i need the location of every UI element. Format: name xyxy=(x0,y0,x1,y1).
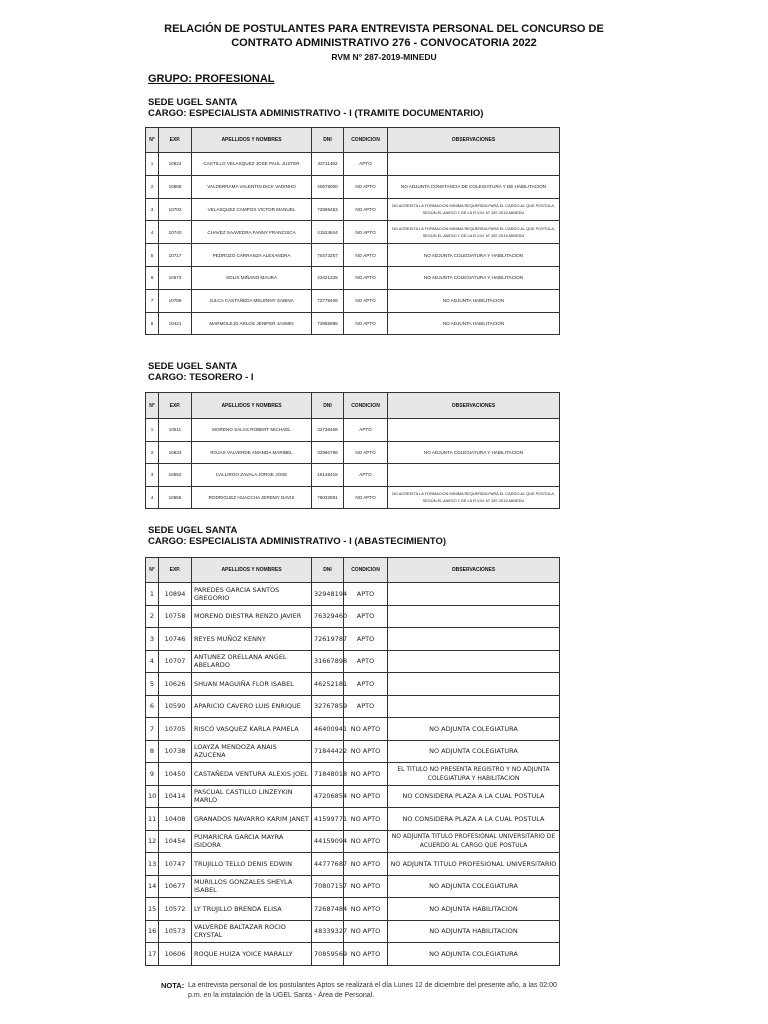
applicant-name: CALLIRGO ZAVALA JORGE JOSE xyxy=(192,464,312,487)
condition: NO APTO xyxy=(344,740,388,763)
file-number: 10626 xyxy=(159,673,192,696)
file-number: 10677 xyxy=(159,875,192,898)
section-1-sede: SEDE UGEL SANTA xyxy=(148,97,238,108)
observations-header: OBSERVACIONES xyxy=(388,558,560,583)
table-row xyxy=(146,175,560,198)
table-row xyxy=(146,830,560,853)
condition: NO APTO xyxy=(344,441,388,464)
section-1-cargo: CARGO: ESPECIALISTA ADMINISTRATIVO - I (TRAMITE DOCUMENTARIO) xyxy=(148,108,484,119)
dni: 70859569 xyxy=(312,943,344,966)
dni: 71844422 xyxy=(312,740,344,763)
row-number: 1 xyxy=(146,419,159,442)
condition: APTO xyxy=(344,153,388,176)
dni: 72865453 xyxy=(312,198,344,221)
applicant-name: GRANADOS NAVARRO KARIM JANET xyxy=(192,808,312,831)
note-label: NOTA: xyxy=(161,981,185,990)
table-row xyxy=(146,650,560,673)
observations: NO ADJUNTA HABILITACION xyxy=(388,898,560,921)
row-number: 13 xyxy=(146,853,159,876)
applicant-name: ANTUNEZ ORELLANA ANGEL ABELARDO xyxy=(192,650,312,673)
table-row xyxy=(146,198,560,221)
dni: 41599771 xyxy=(312,808,344,831)
section-2-table xyxy=(145,392,560,509)
observations: NO CONSIDERA PLAZA A LA CUAL POSTULA xyxy=(388,785,560,808)
condition: APTO xyxy=(344,583,388,606)
file-number: 10606 xyxy=(159,943,192,966)
table-row xyxy=(146,808,560,831)
file-number: 10552 xyxy=(159,464,192,487)
condition-header: CONDICION xyxy=(344,393,388,419)
file-number: 10624 xyxy=(159,153,192,176)
table-row xyxy=(146,464,560,487)
applicant-name: LOAYZA MENDOZA ANAIS AZUCENA xyxy=(192,740,312,763)
applicant-name: ROQUE HUIZA YOICE MARALLY xyxy=(192,943,312,966)
num-header: N° xyxy=(146,128,159,153)
row-number: 3 xyxy=(146,628,159,651)
row-number: 12 xyxy=(146,830,159,853)
applicant-name: JULCA CASTAÑEDA MELENNY SABINA xyxy=(192,289,312,312)
applicant-name: PUMARICRA GARCIA MAYRA ISIDORA xyxy=(192,830,312,853)
applicant-name: APARICIO CAVERO LUIS ENRIQUE xyxy=(192,695,312,718)
row-number: 5 xyxy=(146,244,159,267)
table-row xyxy=(146,266,560,289)
file-number: 10759 xyxy=(159,289,192,312)
observations xyxy=(388,464,560,487)
observations xyxy=(388,605,560,628)
row-number: 6 xyxy=(146,266,159,289)
dni: 46252181 xyxy=(312,673,344,696)
condition: APTO xyxy=(344,673,388,696)
file-number: 10894 xyxy=(159,583,192,606)
table-row xyxy=(146,153,560,176)
row-number: 14 xyxy=(146,875,159,898)
exp-header: EXP. xyxy=(159,558,192,583)
condition: NO APTO xyxy=(344,221,388,244)
applicant-name: RISCO VASQUEZ KARLA PAMELA xyxy=(192,718,312,741)
file-number: 10758 xyxy=(159,605,192,628)
table-row xyxy=(146,419,560,442)
row-number: 11 xyxy=(146,808,159,831)
observations: NO ADJUNTA COLEGIATURA Y HABILITACION xyxy=(388,244,560,267)
table-row xyxy=(146,718,560,741)
row-number: 7 xyxy=(146,718,159,741)
applicant-name: SHUAN MAGUIÑA FLOR ISABEL xyxy=(192,673,312,696)
dni: 72965998 xyxy=(312,312,344,335)
document-title-line-2: CONTRATO ADMINISTRATIVO 276 - CONVOCATORIA 2022 xyxy=(231,37,537,49)
section-3-heading xyxy=(148,525,446,547)
observations: NO ADJUNTA HABILITACION xyxy=(388,312,560,335)
row-number: 10 xyxy=(146,785,159,808)
file-number: 10702 xyxy=(159,198,192,221)
table-row xyxy=(146,441,560,464)
file-number: 10573 xyxy=(159,266,192,289)
dni: 48339327 xyxy=(312,920,344,943)
applicant-name: VELASQUEZ CAMPOS VICTOR MANUEL xyxy=(192,198,312,221)
file-number: 10656 xyxy=(159,486,192,509)
file-number: 10633 xyxy=(159,441,192,464)
table-row xyxy=(146,763,560,786)
section-2-sede: SEDE UGEL SANTA xyxy=(148,361,238,372)
dni: 46400941 xyxy=(312,718,344,741)
row-number: 7 xyxy=(146,289,159,312)
applicant-name: PAREDES GARCIA SANTOS GREGORIO xyxy=(192,583,312,606)
condition: NO APTO xyxy=(344,266,388,289)
table-row xyxy=(146,244,560,267)
condition: NO APTO xyxy=(344,198,388,221)
document-reference: RVM N° 287-2019-MINEDU xyxy=(331,52,437,62)
group-heading: GRUPO: PROFESIONAL xyxy=(148,73,275,85)
dni: 43711492 xyxy=(312,153,344,176)
table-row xyxy=(146,875,560,898)
note-text: La entrevista personal de los postulantes Aptos se realizará el día Lunes 12 de diciembre del presente año, a las 02:00 p.m. en la instalación de la UGEL Santa - Área de Personal. xyxy=(188,982,557,999)
file-number: 10454 xyxy=(159,830,192,853)
file-number: 10590 xyxy=(159,695,192,718)
observations: NO ACREDITA LA FORMACION MINIMA REQUERIDA PARA EL CARGO AL QUE POSTULA, SEGÚN EL ANEXO 1 DE LA R.V.M. N° 287-2019-MINEDU xyxy=(388,198,560,221)
applicant-name: TRUJILLO TELLO DENIS EDWIN xyxy=(192,853,312,876)
row-number: 8 xyxy=(146,740,159,763)
condition-header: CONDICION xyxy=(344,128,388,153)
observations: NO CONSIDERA PLAZA A LA CUAL POSTULA xyxy=(388,808,560,831)
row-number: 2 xyxy=(146,605,159,628)
dni: 18148415 xyxy=(312,464,344,487)
file-number: 10738 xyxy=(159,740,192,763)
row-number: 15 xyxy=(146,898,159,921)
dni: 72778406 xyxy=(312,289,344,312)
file-number: 10717 xyxy=(159,244,192,267)
dni: 40679000 xyxy=(312,175,344,198)
table-row xyxy=(146,695,560,718)
observations: NO ADJUNTA COLEGIATURA xyxy=(388,740,560,763)
dni: 76329460 xyxy=(312,605,344,628)
file-number: 10705 xyxy=(159,718,192,741)
file-number: 10572 xyxy=(159,898,192,921)
row-number: 2 xyxy=(146,441,159,464)
table-row xyxy=(146,628,560,651)
applicant-name: MURILLOS GONZALES SHEYLA ISABEL xyxy=(192,875,312,898)
table-row xyxy=(146,785,560,808)
file-number: 10707 xyxy=(159,650,192,673)
observations: NO ADJUNTA HABILITACION xyxy=(388,920,560,943)
name-header: APELLIDOS Y NOMBRES xyxy=(192,128,312,153)
observations: NO ADJUNTA TITULO PROFESIONAL UNIVERSITARIO DE ACUERDO AL CARGO QUE POSTULA xyxy=(388,830,560,853)
condition: NO APTO xyxy=(344,244,388,267)
condition: NO APTO xyxy=(344,898,388,921)
table-row xyxy=(146,312,560,335)
row-number: 4 xyxy=(146,650,159,673)
file-number: 10408 xyxy=(159,808,192,831)
row-number: 3 xyxy=(146,464,159,487)
observations xyxy=(388,583,560,606)
row-number: 4 xyxy=(146,221,159,244)
applicant-name: REYES MUÑOZ KENNY xyxy=(192,628,312,651)
observations: NO ADJUNTA COLEGIATURA Y HABILITACION xyxy=(388,266,560,289)
section-1-table xyxy=(145,127,560,335)
file-number: 10421 xyxy=(159,312,192,335)
section-1-heading xyxy=(148,97,483,119)
condition: NO APTO xyxy=(344,920,388,943)
row-number: 6 xyxy=(146,695,159,718)
dni: 47206854 xyxy=(312,785,344,808)
observations-header: OBSERVACIONES xyxy=(388,128,560,153)
file-number: 10414 xyxy=(159,785,192,808)
applicant-name: LY TRUJILLO BRENDA ELISA xyxy=(192,898,312,921)
applicant-name: PASCUAL CASTILLO LINZEYKIN MARLO xyxy=(192,785,312,808)
name-header: APELLIDOS Y NOMBRES xyxy=(192,558,312,583)
dni: 32767859 xyxy=(312,695,344,718)
table-row xyxy=(146,289,560,312)
section-2-cargo: CARGO: TESORERO - I xyxy=(148,372,254,383)
observations: NO ACREDITA LA FORMACION MINIMA REQUERIDA PARA EL CARGO AL QUE POSTULA, SEGÚN EL ANEXO 1 DE LA R.V.M. N° 287-2019-MINEDU xyxy=(388,486,560,509)
dni: 31667898 xyxy=(312,650,344,673)
applicant-name: ROJAS VALVERDE AMANDA MARIBEL xyxy=(192,441,312,464)
file-number: 10511 xyxy=(159,419,192,442)
applicant-name: VALVERDE BALTAZAR ROCIO CRYSTAL xyxy=(192,920,312,943)
table-row xyxy=(146,486,560,509)
table-row xyxy=(146,221,560,244)
dni: 70473257 xyxy=(312,244,344,267)
dni: 71848018 xyxy=(312,763,344,786)
dni: 32736456 xyxy=(312,419,344,442)
dni: 32948194 xyxy=(312,583,344,606)
condition: NO APTO xyxy=(344,486,388,509)
applicant-name: MORENO DIESTRA RENZO JAVIER xyxy=(192,605,312,628)
condition: APTO xyxy=(344,464,388,487)
table-row xyxy=(146,583,560,606)
condition: APTO xyxy=(344,650,388,673)
row-number: 1 xyxy=(146,153,159,176)
dni: 76032891 xyxy=(312,486,344,509)
table-row xyxy=(146,605,560,628)
observations: NO ACREDITA LA FORMACION MINIMA REQUERIDA PARA EL CARGO AL QUE POSTULA, SEGÚN EL ANEXO 1 DE LA R.V.M. N° 287-2019-MINEDU xyxy=(388,221,560,244)
condition: NO APTO xyxy=(344,853,388,876)
table-row xyxy=(146,898,560,921)
dni: 72619787 xyxy=(312,628,344,651)
file-number: 10450 xyxy=(159,763,192,786)
dni: 41524844 xyxy=(312,221,344,244)
applicant-name: MARMOLEJO ARLOS JENIFER JASMIN xyxy=(192,312,312,335)
condition: NO APTO xyxy=(344,808,388,831)
dni: 72687484 xyxy=(312,898,344,921)
applicant-name: RODRIGUEZ HUACCHA JEREMY DAVIS xyxy=(192,486,312,509)
table-row xyxy=(146,853,560,876)
observations: NO ADJUNTA COLEGIATURA xyxy=(388,943,560,966)
observations xyxy=(388,419,560,442)
dni-header: DNI xyxy=(312,393,344,419)
document-title-line-1: RELACIÓN DE POSTULANTES PARA ENTREVISTA PERSONAL DEL CONCURSO DE xyxy=(164,23,604,35)
observations: NO ADJUNTA TITULO PROFESIONAL UNIVERSITARIO xyxy=(388,853,560,876)
observations: NO ADJUNTA COLEGIATURA xyxy=(388,718,560,741)
observations xyxy=(388,695,560,718)
section-3-table xyxy=(145,557,560,966)
section-2-heading xyxy=(148,361,254,383)
applicant-name: SOLIS MIÑANO MAURA xyxy=(192,266,312,289)
condition: NO APTO xyxy=(344,785,388,808)
file-number: 10685 xyxy=(159,175,192,198)
applicant-name: VALDERRAMA VALENTIN DICK VADINHO xyxy=(192,175,312,198)
condition: APTO xyxy=(344,419,388,442)
row-number: 8 xyxy=(146,312,159,335)
dni: 32960786 xyxy=(312,441,344,464)
table-row xyxy=(146,740,560,763)
condition-header: CONDICION xyxy=(344,558,388,583)
name-header: APELLIDOS Y NOMBRES xyxy=(192,393,312,419)
observations xyxy=(388,153,560,176)
observations: NO ADJUNTA COLEGIATURA xyxy=(388,875,560,898)
applicant-name: PEDROZO CARRANZA ALEXANDRA xyxy=(192,244,312,267)
exp-header: EXP. xyxy=(159,128,192,153)
condition: APTO xyxy=(344,605,388,628)
condition: NO APTO xyxy=(344,763,388,786)
row-number: 1 xyxy=(146,583,159,606)
observations: NO ADJUNTA HABILITACION xyxy=(388,289,560,312)
applicant-name: CASTAÑEDA VENTURA ALEXIS JOEL xyxy=(192,763,312,786)
row-number: 9 xyxy=(146,763,159,786)
condition: NO APTO xyxy=(344,312,388,335)
condition: NO APTO xyxy=(344,875,388,898)
num-header: N° xyxy=(146,558,159,583)
observations xyxy=(388,650,560,673)
table-row xyxy=(146,943,560,966)
applicant-name: CASTILLO VELASQUEZ JOSE PAUL JUSTER xyxy=(192,153,312,176)
dni: 43421225 xyxy=(312,266,344,289)
condition: APTO xyxy=(344,628,388,651)
condition: NO APTO xyxy=(344,830,388,853)
row-number: 16 xyxy=(146,920,159,943)
dni: 44777687 xyxy=(312,853,344,876)
condition: APTO xyxy=(344,695,388,718)
dni-header: DNI xyxy=(312,128,344,153)
condition: NO APTO xyxy=(344,289,388,312)
section-3-sede: SEDE UGEL SANTA xyxy=(148,525,238,536)
observations: NO ADJUNTA CONSTANCIA DE COLEGIATURA Y DE HABILITACION xyxy=(388,175,560,198)
applicant-name: CHAVEZ SAAVEDRA FANNY FRANCISCA xyxy=(192,221,312,244)
section-3-cargo: CARGO: ESPECIALISTA ADMINISTRATIVO - I (ABASTECIMIENTO) xyxy=(148,536,447,547)
row-number: 2 xyxy=(146,175,159,198)
dni-header: DNI xyxy=(312,558,344,583)
table-row xyxy=(146,920,560,943)
condition: NO APTO xyxy=(344,943,388,966)
file-number: 10747 xyxy=(159,853,192,876)
file-number: 10746 xyxy=(159,628,192,651)
exp-header: EXP. xyxy=(159,393,192,419)
num-header: N° xyxy=(146,393,159,419)
table-row xyxy=(146,673,560,696)
condition: NO APTO xyxy=(344,175,388,198)
file-number: 10740 xyxy=(159,221,192,244)
observations: EL TITULO NO PRESENTA REGISTRO Y NO ADJUNTA COLEGIATURA Y HABILITACION xyxy=(388,763,560,786)
applicant-name: MORENO SALAS ROBERT MICHAEL xyxy=(192,419,312,442)
row-number: 3 xyxy=(146,198,159,221)
observations: NO ADJUNTA COLEGIATURA Y HABILITACION xyxy=(388,441,560,464)
row-number: 4 xyxy=(146,486,159,509)
observations xyxy=(388,628,560,651)
dni: 44159094 xyxy=(312,830,344,853)
condition: NO APTO xyxy=(344,718,388,741)
row-number: 17 xyxy=(146,943,159,966)
row-number: 5 xyxy=(146,673,159,696)
observations-header: OBSERVACIONES xyxy=(388,393,560,419)
observations xyxy=(388,673,560,696)
file-number: 10573 xyxy=(159,920,192,943)
dni: 70807157 xyxy=(312,875,344,898)
